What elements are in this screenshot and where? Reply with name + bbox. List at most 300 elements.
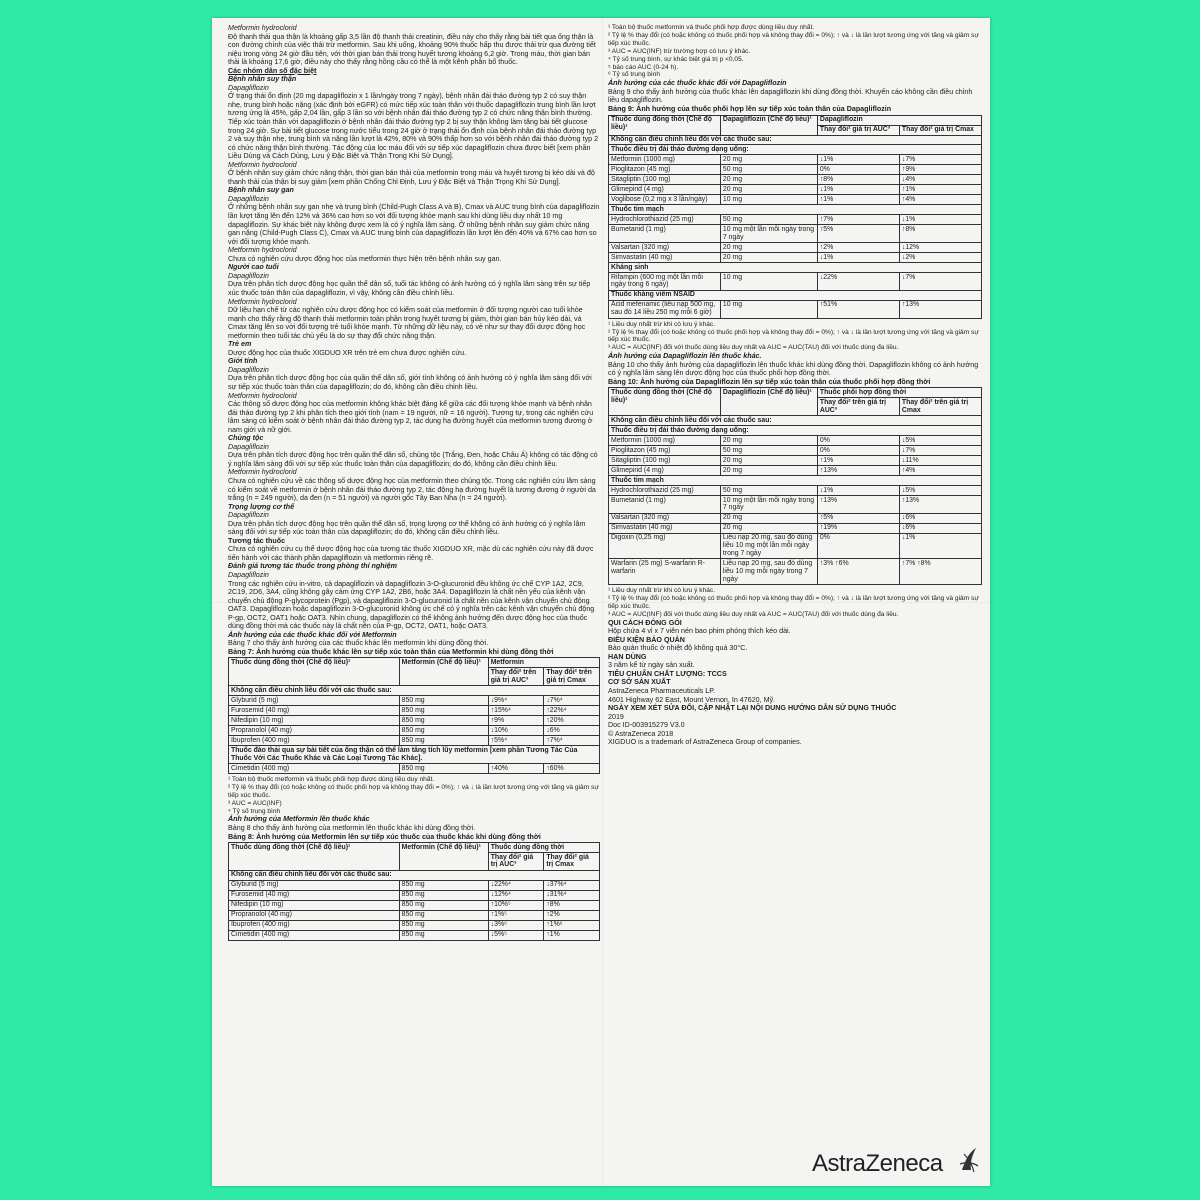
footnote: ² Tỷ lệ % thay đổi (có hoặc không có thuốc phối hợp và không thay đổi = 0%); ↑ và ↓ là lần lượt tương ứng với tăng và giảm sự tiếp xúc thuốc. xyxy=(608,594,979,610)
table-cell: ↓31%⁴ xyxy=(544,890,600,900)
table-cell: ↑13% xyxy=(899,496,981,514)
interaction-table-t9 xyxy=(608,115,982,319)
table-cell: ↑40% xyxy=(488,763,544,773)
table-cell: ↓7%⁴ xyxy=(544,696,600,706)
footnote: ³ AUC = AUC(INF) xyxy=(228,799,282,807)
table-cell: Bumetanid (1 mg) xyxy=(609,225,721,243)
table-cell: ↑5% xyxy=(817,513,899,523)
astrazeneca-logo-icon xyxy=(958,1144,980,1174)
table-row xyxy=(609,533,982,559)
heading: TIÊU CHUẨN CHẤT LƯỢNG: TCCS xyxy=(608,669,727,678)
table-section-row xyxy=(229,686,600,696)
table-cell: ↓4% xyxy=(899,175,981,185)
table-row xyxy=(609,155,982,165)
table-header-cell: Thay đổi² giá trị Cmax xyxy=(544,853,600,871)
paragraph: © AstraZeneca 2018 xyxy=(608,729,674,738)
table-row xyxy=(609,486,982,496)
table-header-cell: Thay đổi² trên giá trị AUC³ xyxy=(817,398,899,416)
heading: NGÀY XEM XÉT SỬA ĐỔI, CẬP NHẬT LẠI NỘI DUNG HƯỚNG DẪN SỬ DỤNG THUỐC xyxy=(608,704,897,713)
footnote: ³ AUC = AUC(INF) đối với thuốc dùng liều duy nhất và AUC = AUC(TAU) đối với thuốc dùng đa liều. xyxy=(608,610,899,618)
astrazeneca-logo xyxy=(812,1144,982,1180)
table-cell: ↓7% xyxy=(899,273,981,291)
table-cell: 850 mg xyxy=(399,930,488,940)
table-cell: ↓22% xyxy=(817,273,899,291)
table-cell: 20 mg xyxy=(720,456,817,466)
table-cell: Metformin (1000 mg) xyxy=(609,155,721,165)
heading: CƠ SỞ SẢN XUẤT xyxy=(608,678,671,687)
paragraph: Dựa trên phân tích dược động học của quần thể dân số, giới tính không có ảnh hưởng có ý nghĩa lâm sàng đối với sự tiếp xúc thuốc toàn thân của dapagliflozin; do đó, không cần điều chỉnh liều. xyxy=(228,374,592,391)
table-section-row xyxy=(229,870,600,880)
section-heading: Ảnh hưởng của các thuốc khác đối với Metformin xyxy=(228,630,397,639)
interaction-table-t10 xyxy=(608,387,982,585)
table-header-cell: Thuốc phối hợp đồng thời xyxy=(817,388,981,398)
table-cell: ↓1% xyxy=(817,253,899,263)
table-cell: ↑7% xyxy=(817,215,899,225)
table-cell: Propranolol (40 mg) xyxy=(229,910,400,920)
footnote: ¹ Toàn bộ thuốc metformin và thuốc phối hợp được dùng liều duy nhất. xyxy=(608,24,815,31)
table-cell: Simvastatin (40 mg) xyxy=(609,523,721,533)
table-header-cell: Thay đổi² trên giá trị Cmax xyxy=(899,398,981,416)
table-cell: ↓12% xyxy=(899,243,981,253)
table-header-cell: Thuốc dùng đồng thời (Chế độ liều)¹ xyxy=(229,658,400,686)
table-cell: Valsartan (320 mg) xyxy=(609,513,721,523)
table-cell: 10 mg một lần mỗi ngày trong 7 ngày xyxy=(720,496,817,514)
table-cell: 850 mg xyxy=(399,726,488,736)
table-row xyxy=(229,706,600,716)
heading: HẠN DÙNG xyxy=(608,652,647,661)
paragraph: Hộp chứa 4 vỉ x 7 viên nén bao phim phóng thích kéo dài. xyxy=(608,627,791,636)
table-section-row xyxy=(609,135,982,145)
table-section-label: Kháng sinh xyxy=(609,263,982,273)
table-section-row xyxy=(609,426,982,436)
table-cell: 850 mg xyxy=(399,706,488,716)
paragraph: AstraZeneca Pharmaceuticals LP. xyxy=(608,687,716,695)
table-cell: ↓1% xyxy=(899,215,981,225)
table-cell: 850 mg xyxy=(399,763,488,773)
table-cell: ↓5%⁵ xyxy=(488,930,544,940)
table-cell: ↓3%⁶ xyxy=(488,920,544,930)
table-header-cell: Thay đổi² giá trị Cmax xyxy=(899,125,981,135)
table-cell: Glyburid (5 mg) xyxy=(229,880,400,890)
table-row xyxy=(609,253,982,263)
table-cell: ↓11% xyxy=(899,456,981,466)
table-cell: Pioglitazon (45 mg) xyxy=(609,165,721,175)
table-cell: ↓1% xyxy=(899,533,981,559)
table-section-label: Không cần điều chỉnh liều đối với các thuốc sau: xyxy=(609,416,982,426)
paragraph: Chưa có nghiên cứu về các thông số dược động học của metformin theo chủng tộc. Trong các nghiên cứu lâm sàng có kiểm soát về metformin ở bệnh nhân đái tháo đường typ 2, tác động hạ đường huyết là tương đương ở người da trắng (n = 249 người), da đen (n = 51 người) và người gốc Tây Ban Nha (n = 24 người). xyxy=(228,476,596,503)
paragraph: Bảng 9 cho thấy ảnh hưởng của thuốc khác lên dapagliflozin khi dùng đồng thời. Khuyến cáo không cần điều chỉnh liều dapagliflozin. xyxy=(608,87,973,105)
paragraph: Bảng 7 cho thấy ảnh hưởng của các thuốc khác lên metformin khi dùng đồng thời. xyxy=(228,639,489,648)
table-cell: ↑22%⁴ xyxy=(544,706,600,716)
table-cell: ↑1% xyxy=(817,195,899,205)
table-section-label: Thuốc tim mạch xyxy=(609,476,982,486)
table-cell: Sitagliptin (100 mg) xyxy=(609,175,721,185)
table-cell: Furosemid (40 mg) xyxy=(229,890,400,900)
table-header-cell: Metformin (Chế độ liều)¹ xyxy=(399,843,488,871)
table-header-cell: Thuốc dùng đồng thời xyxy=(488,843,599,853)
table-cell: ↓5% xyxy=(899,486,981,496)
footnote: ¹ Toàn bộ thuốc metformin và thuốc phối hợp được dùng liều duy nhất. xyxy=(228,775,435,783)
table-cell: ↑7% ↑8% xyxy=(899,559,981,585)
footnote: ⁴ Tỷ số trung bình, sự khác biệt giá trị p <0,05. xyxy=(608,55,744,63)
table-row xyxy=(229,920,600,930)
paragraph: Bảo quản thuốc ở nhiệt độ không quá 30°C. xyxy=(608,644,748,653)
table-cell: ↑8% xyxy=(544,900,600,910)
table-cell: ↓1% xyxy=(817,486,899,496)
table-cell: 850 mg xyxy=(399,910,488,920)
table-cell: ↑10%⁵ xyxy=(488,900,544,910)
table-section-label: Không cần điều chỉnh liều đối với các thuốc sau: xyxy=(229,686,600,696)
table-cell: 20 mg xyxy=(720,185,817,195)
heading: Bảng 9: Ảnh hưởng của thuốc phối hợp lên sự tiếp xúc toàn thân của Dapagliflozin xyxy=(608,104,892,113)
heading: Bảng 10: Ảnh hưởng của Dapagliflozin lên sự tiếp xúc toàn thân của thuốc phối hợp đồng thời xyxy=(608,377,931,386)
footnote: ² Tỷ lệ % thay đổi (có hoặc không có thuốc phối hợp và không thay đổi = 0%); ↑ và ↓ là lần lượt tương ứng với tăng và giảm sự tiếp xúc thuốc. xyxy=(228,783,599,799)
table-row xyxy=(229,726,600,736)
table-cell: 20 mg xyxy=(720,513,817,523)
section-heading: Giới tính xyxy=(228,357,258,366)
subheading: Dapagliflozin xyxy=(228,365,269,374)
heading: Tương tác thuốc xyxy=(228,536,286,545)
table-section-row xyxy=(609,290,982,300)
section-heading: Ảnh hưởng của các thuốc khác đối với Dapagliflozin xyxy=(608,79,787,88)
table-section-row xyxy=(609,476,982,486)
table-cell: 20 mg xyxy=(720,243,817,253)
table-cell: ↓6% xyxy=(899,523,981,533)
table-cell: ↑8% xyxy=(817,175,899,185)
table-row xyxy=(609,446,982,456)
table-cell: Sitagliptin (100 mg) xyxy=(609,456,721,466)
table-cell: ↑13% xyxy=(899,300,981,318)
table-cell: ↓1% xyxy=(817,155,899,165)
table-cell: ↑1% xyxy=(544,930,600,940)
table-cell: Valsartan (320 mg) xyxy=(609,243,721,253)
table-cell: ↑4% xyxy=(899,466,981,476)
table-row xyxy=(229,900,600,910)
table-cell: 10 mg xyxy=(720,300,817,318)
table-cell: 10 mg xyxy=(720,273,817,291)
table-header-row xyxy=(609,115,982,125)
subheading: Dapagliflozin xyxy=(228,442,269,451)
table-cell: 10 mg một lần mỗi ngày trong 7 ngày xyxy=(720,225,817,243)
table-cell: Hydrochlorothiazid (25 mg) xyxy=(609,486,721,496)
paragraph: Dữ liệu hạn chế từ các nghiên cứu dược động học có kiểm soát của metformin ở đối tượng người cao tuổi khỏe mạnh cho thấy rằng độ thanh thải metformin toàn phần trong huyết tương bị giảm, thời gian bán hủy kéo dài, và Cmax tăng lên so với đối tượng trẻ tuổi khỏe mạnh. Từ những dữ liệu này, có vẻ như sự thay đổi dược động học metformin theo tuổi tác chủ yếu là do sự thay đổi chức năng thận. xyxy=(228,306,586,340)
paragraph: Độ thanh thải qua thận là khoảng gấp 3,5 lần độ thanh thải creatinin, điều này cho thấy rằng bài tiết qua ống thận là con đường chính của việc thải trừ metformin. Sau khi uống, khoảng 90% thuốc hấp thu được thải trừ qua đường tiết niệu trong vòng 24 giờ đầu tiên, với thời gian bán thải trong huyết tương khoảng 6,2 giờ. Trong máu, thời gian bán thải là khoảng 17,6 giờ, điều này cho thấy rằng hồng cầu có thể là một kênh phân bố thuốc. xyxy=(228,32,596,67)
table-row xyxy=(609,165,982,175)
table-cell: Voglibose (0,2 mg x 3 lần/ngày) xyxy=(609,195,721,205)
interaction-table-t8 xyxy=(228,842,600,941)
table-cell: ↑15%⁴ xyxy=(488,706,544,716)
table-header-cell: Thuốc dùng đồng thời (Chế độ liều)¹ xyxy=(229,843,400,871)
section-heading: Ảnh hưởng của Metformin lên thuốc khác xyxy=(228,815,370,824)
table-row xyxy=(229,736,600,746)
footnote: ⁵ báo cáo AUC (0-24 h). xyxy=(608,63,679,71)
paragraph: Dựa trên phân tích dược động học trên quần thể dân số, trọng lượng cơ thể không có ảnh hưởng có ý nghĩa lâm sàng đối với sự tiếp xúc toàn thân của dapagliflozin; do đó, không cần điều chỉnh liều. xyxy=(228,519,586,537)
table-cell: 0% xyxy=(817,436,899,446)
table-cell: ↑9% xyxy=(488,716,544,726)
table-cell: 50 mg xyxy=(720,446,817,456)
section-heading: Chủng tộc xyxy=(228,434,264,443)
subheading: Metformin hydroclorid xyxy=(228,246,297,255)
table-row xyxy=(609,496,982,514)
paragraph: Dựa trên phân tích dược động học quần thể dân số, tuổi tác không có ảnh hưởng có ý nghĩa lâm sàng trên sự tiếp xúc thuốc toàn thân của dapagliflozin, vì vậy, không cần điều chỉnh liều. xyxy=(228,280,591,297)
table-cell: ↑3% ↑6% xyxy=(817,559,899,585)
subheading: Dapagliflozin xyxy=(228,83,269,92)
paragraph: Chưa có nghiên cứu cụ thể dược động học của tương tác thuốc XIGDUO XR, mặc dù các nghiên cứu này đã được tiến hành với các thành phần dapagliflozin và metformin riêng rẽ. xyxy=(228,545,594,562)
right-column xyxy=(608,24,982,747)
table-cell: ↑9% xyxy=(899,165,981,175)
table-cell: Warfarin (25 mg) S-warfarin R-warfarin xyxy=(609,559,721,585)
table-cell: ↑8% xyxy=(899,225,981,243)
table-cell: ↓7% xyxy=(899,446,981,456)
table-cell: ↓22%⁴ xyxy=(488,880,544,890)
table-section-label: Thuốc điều trị đái tháo đường dạng uống: xyxy=(609,426,982,436)
section-heading: Bệnh nhân suy thận xyxy=(228,75,297,84)
table-cell: Cimetidin (400 mg) xyxy=(229,930,400,940)
paragraph: Doc ID-003915279 V3.0 xyxy=(608,721,685,730)
table-section-label: Không cần điều chỉnh liều đối với các thuốc sau: xyxy=(229,870,600,880)
table-header-cell: Thay đổi² trên giá trị AUC³ xyxy=(488,668,544,686)
table-cell: ↓37%⁴ xyxy=(544,880,600,890)
footnote: ³ AUC = AUC(INF) đối với thuốc dùng liều duy nhất và AUC = AUC(TAU) đối với thuốc dùng đa liều. xyxy=(608,344,899,352)
heading: ĐIỀU KIỆN BẢO QUẢN xyxy=(608,635,685,644)
table-section-label: Thuốc kháng viêm NSAID xyxy=(609,290,982,300)
table-cell: ↓2% xyxy=(899,253,981,263)
table-cell: Pioglitazon (45 mg) xyxy=(609,446,721,456)
table-cell: 10 mg xyxy=(720,195,817,205)
section-title: Các nhóm dân số đặc biệt xyxy=(228,66,317,75)
table-cell: 850 mg xyxy=(399,716,488,726)
table-cell: ↓5% xyxy=(899,436,981,446)
table-cell: ↓6% xyxy=(544,726,600,736)
table-header-cell: Metformin xyxy=(488,658,599,668)
table-cell: Propranolol (40 mg) xyxy=(229,726,400,736)
table-cell: 850 mg xyxy=(399,900,488,910)
section-heading: Đánh giá tương tác thuốc trong phòng thí nghiệm xyxy=(228,562,397,571)
table-cell: ↓12%⁴ xyxy=(488,890,544,900)
section-heading: Trọng lượng cơ thể xyxy=(228,502,295,511)
table-cell: 20 mg xyxy=(720,466,817,476)
table-section-label: Thuốc điều trị đái tháo đường dạng uống: xyxy=(609,145,982,155)
table-cell: Digoxin (0,25 mg) xyxy=(609,533,721,559)
paragraph: Chưa có nghiên cứu dược động học của metformin thực hiện trên bệnh nhân suy gan. xyxy=(228,254,502,263)
table-cell: Liều nạp 20 mg, sau đó dùng liều 10 mg mỗi ngày trong 7 ngày xyxy=(720,559,817,585)
interaction-table-t7 xyxy=(228,657,600,773)
table-section-label: Thuốc tim mạch xyxy=(609,205,982,215)
table-cell: ↓1% xyxy=(817,185,899,195)
subheading: Metformin hydroclorid xyxy=(228,391,297,400)
table-header-cell: Thay đổi² giá trị AUC³ xyxy=(488,853,544,871)
table-header-cell: Thuốc dùng đồng thời (Chế độ liều)¹ xyxy=(609,388,721,416)
table-cell: Cimetidin (400 mg) xyxy=(229,763,400,773)
table-cell: ↑1% xyxy=(817,456,899,466)
table-cell: ↓10% xyxy=(488,726,544,736)
table-header-cell: Thuốc dùng đồng thời (Chế độ liều)¹ xyxy=(609,115,721,135)
section-heading: Bệnh nhân suy gan xyxy=(228,186,294,195)
table-cell: ↑1%⁵ xyxy=(488,910,544,920)
table-cell: ↑13% xyxy=(817,496,899,514)
table-cell: 0% xyxy=(817,533,899,559)
footnote: ¹ Liều duy nhất trừ khi có lưu ý khác. xyxy=(608,587,716,594)
subheading: Dapagliflozin xyxy=(228,271,269,280)
table-cell: 50 mg xyxy=(720,486,817,496)
table-cell: ↑5%⁴ xyxy=(488,736,544,746)
table-cell: 850 mg xyxy=(399,880,488,890)
table-cell: Nifedipin (10 mg) xyxy=(229,716,400,726)
table-header-cell: Thay đổi² trên giá trị Cmax xyxy=(544,668,600,686)
footnote: ⁴ Tỷ số trung bình xyxy=(228,807,281,815)
table-row xyxy=(609,195,982,205)
document-page xyxy=(212,18,990,1186)
table-cell: Ibuprofen (400 mg) xyxy=(229,736,400,746)
table-cell: 50 mg xyxy=(720,215,817,225)
table-row xyxy=(609,523,982,533)
paragraph: Ở những bệnh nhân suy gan nhẹ và trung bình (Child-Pugh Class A và B), Cmax và AUC trung bình của dapagliflozin lần lượt tăng lên đến 12% và 36% cao hơn so với đối tượng khỏe mạnh sau khi dùng liều duy nhất 10 mg dapagliflozin. Sự khác biệt này không được xem là có ý nghĩa lâm sàng. Ở những bệnh nhân suy giảm chức năng gan nặng (Child-Pugh Class C), Cmax và AUC trung bình của dapagliflozin lần lượt lên đến 40% và 67% cao hơn so với đối tượng khỏe mạnh. xyxy=(228,203,600,246)
table-row xyxy=(229,910,600,920)
table-row xyxy=(609,273,982,291)
subheading: Metformin hydroclorid xyxy=(228,468,297,477)
table-cell: Simvastatin (40 mg) xyxy=(609,253,721,263)
table-cell: ↑51% xyxy=(817,300,899,318)
table-cell: ↓7% xyxy=(899,155,981,165)
section-heading: Người cao tuổi xyxy=(228,263,279,272)
footnote: ² Tỷ lệ % thay đổi (có hoặc không có thuốc phối hợp và không thay đổi = 0%); ↑ và ↓ là lần lượt tương ứng với tăng và giảm sự tiếp xúc thuốc. xyxy=(608,328,979,344)
table-cell: Furosemid (40 mg) xyxy=(229,706,400,716)
table-cell: 850 mg xyxy=(399,696,488,706)
table-cell: 0% xyxy=(817,165,899,175)
subheading: Dapagliflozin xyxy=(228,194,269,203)
table-row xyxy=(609,175,982,185)
table-header-cell: Dapagliflozin (Chế độ liều)¹ xyxy=(720,388,817,416)
table-cell: ↑2% xyxy=(544,910,600,920)
section-heading: Trẻ em xyxy=(228,340,252,349)
table-cell: ↑20% xyxy=(544,716,600,726)
heading: Bảng 8: Ảnh hưởng của Metformin lên sự tiếp xúc thuốc của thuốc khác khi dùng đồng thời xyxy=(228,832,541,841)
paragraph: Ở bệnh nhân suy giảm chức năng thận, thời gian bán thải của metformin trong máu và huyết tương bị kéo dài và độ thanh thải của thận bị suy giảm [xem phần Chống Chỉ Định, Lưu ý Đặc Biệt và Thận Trọng Khi Sử Dụng]. xyxy=(228,169,595,186)
table-header-row xyxy=(229,843,600,853)
table-cell: Liều nạp 20 mg, sau đó dùng liều 10 mg một lần mỗi ngày trong 7 ngày xyxy=(720,533,817,559)
table-cell: ↓6% xyxy=(899,513,981,523)
subheading: Metformin hydroclorid xyxy=(228,24,297,32)
table-cell: Glyburid (5 mg) xyxy=(229,696,400,706)
table-section-row xyxy=(609,205,982,215)
table-cell: ↑1% xyxy=(899,185,981,195)
paragraph: 3 năm kể từ ngày sản xuất. xyxy=(608,661,695,670)
table-row xyxy=(229,696,600,706)
section-heading: Ảnh hưởng của Dapagliflozin lên thuốc khác. xyxy=(608,352,762,361)
table-row xyxy=(229,890,600,900)
table-header-row xyxy=(609,388,982,398)
table-cell: 20 mg xyxy=(720,253,817,263)
table-row xyxy=(609,225,982,243)
table-cell: 850 mg xyxy=(399,736,488,746)
table-row xyxy=(229,716,600,726)
table-row xyxy=(609,466,982,476)
table-cell: 850 mg xyxy=(399,920,488,930)
table-header-cell: Metformin (Chế độ liều)¹ xyxy=(399,658,488,686)
paragraph: Dựa trên phân tích dược động học trên quần thể dân số, chủng tộc (Trắng, Đen, hoặc Châu Á) không có tác động có ý nghĩa lâm sàng đối với sự tiếp xúc thuốc toàn thân của dapagliflozin; do đó, không cần điều chỉnh liều. xyxy=(228,451,598,468)
table-cell: ↑13% xyxy=(817,466,899,476)
paragraph: 2019 xyxy=(608,712,624,721)
left-column xyxy=(228,24,600,943)
table-row xyxy=(609,456,982,466)
table-header-cell: Dapagliflozin (Chế độ liều)¹ xyxy=(720,115,817,135)
table-row xyxy=(609,215,982,225)
table-cell: 850 mg xyxy=(399,890,488,900)
paragraph: Ở trạng thái ổn định (20 mg dapagliflozin x 1 lần/ngày trong 7 ngày), bệnh nhân đái tháo đường typ 2 có suy thận nhẹ, trung bình hoặc nặng (xác định bởi eGFR) có mức tiếp xúc toàn thân với thuốc dapagliflozin trung bình lần lượt tương ứng là 45%, gấp 2,04 lần, gấp 3 lần so với bệnh nhân đái tháo đường typ 2 có chức năng thận bình thường. Tiếp xúc toàn thân với dapagliflozin ở bệnh nhân đái tháo đường typ 2 bị suy thận không làm tăng bài tiết glucose trong 24 giờ. Sự bài tiết glucose trong nước tiểu trong 24 giờ ở trạng thái ổn định của bệnh nhân đái tháo đường typ 2 và suy thận nhẹ, trung bình và nặng lần lượt là 42%, 80% và 90% thấp hơn so với bệnh nhân đái tháo đường typ 2 có chức năng thận bình thường. Tác động của lọc máu đối với sự tiếp xúc dapagliflozin chưa được biết [xem phần Liều Dùng và Cách Dùng, Lưu ý Đặc Biệt và Thận Trọng Khi Sử Dụng]. xyxy=(228,92,599,161)
table-section-label: Thuốc đào thải qua sự bài tiết của ống thận có thể làm tăng tích lũy metformin [xem phần Tương Tác Của Thuốc Với Các Thuốc Khác và Các Loại Tương Tác Khác]. xyxy=(229,746,600,764)
table-cell: Acid mefenamic (liều nạp 500 mg, sau đó 14 liều 250 mg mỗi 6 giờ) xyxy=(609,300,721,318)
table-header-row xyxy=(229,658,600,668)
table-section-row xyxy=(609,145,982,155)
table-cell: Hydrochlorothiazid (25 mg) xyxy=(609,215,721,225)
table-cell: ↑7%⁴ xyxy=(544,736,600,746)
table-cell: 20 mg xyxy=(720,175,817,185)
subheading: Dapagliflozin xyxy=(228,511,269,520)
table-cell: 20 mg xyxy=(720,523,817,533)
table-cell: ↑19% xyxy=(817,523,899,533)
table-row xyxy=(229,930,600,940)
table-cell: Ibuprofen (400 mg) xyxy=(229,920,400,930)
paragraph: Trong các nghiên cứu in-vitro, cả dapagliflozin và dapagliflozin 3-O-glucuronid đều không ức chế CYP 1A2, 2C9, 2C19, 2D6, 3A4, cũng không gây cảm ứng CYP 1A2, 2B6, hoặc 3A4. Dapagliflozin là chất nền yếu của kênh vận chuyển chủ động P-glycoprotein (Pgp), và dapagliflozin 3-O-glucuronid là chất nền của kênh vận chuyển chủ động OAT3. Dapagliflozin hoặc dapagliflozin 3-O-glucuronid không ức chế có ý nghĩa trên các kênh vận chuyển chủ động P-gp, OCT2, OAT1 hoặc OAT3. Nhìn chung, dapagliflozin có thể không ảnh hưởng đến dược động học của thuốc dùng đồng thời mà các thuốc này là chất nền của P-gp, OCT2, OAT1, hoặc OAT3. xyxy=(228,579,595,631)
table-row xyxy=(609,513,982,523)
footnote: ⁶ Tỷ số trung bình xyxy=(608,71,661,79)
paragraph: 4601 Highway 62 East, Mount Vernon, In 47620, Mỹ. xyxy=(608,695,776,704)
logo-text: AstraZeneca xyxy=(812,1150,943,1177)
table-cell: Nifedipin (10 mg) xyxy=(229,900,400,910)
table-cell: ↑5% xyxy=(817,225,899,243)
paragraph: Bảng 10 cho thấy ảnh hưởng của dapagliflozin lên thuốc khác khi dùng đồng thời. Dapagliflozin không có ảnh hưởng có ý nghĩa lâm sàng lên dược động học của thuốc phối hợp đồng thời. xyxy=(608,360,979,378)
table-cell: Rifampin (600 mg một lần mỗi ngày trong 6 ngày) xyxy=(609,273,721,291)
table-cell: 50 mg xyxy=(720,165,817,175)
table-row xyxy=(229,880,600,890)
table-row xyxy=(609,300,982,318)
table-cell: ↑2% xyxy=(817,243,899,253)
footnote: ¹ Liều duy nhất trừ khi có lưu ý khác. xyxy=(608,320,716,328)
table-cell: 20 mg xyxy=(720,436,817,446)
heading: Bảng 7: Ảnh hưởng của thuốc khác lên sự tiếp xúc toàn thân của Metformin khi dùng đồng thời xyxy=(228,647,554,656)
table-row xyxy=(609,243,982,253)
heading: QUI CÁCH ĐÓNG GÓI xyxy=(608,618,682,627)
table-row xyxy=(609,559,982,585)
footnote: ² Tỷ lệ % thay đổi (có hoặc không có thuốc phối hợp và không thay đổi = 0%); ↑ và ↓ là lần lượt tương ứng với tăng và giảm sự tiếp xúc thuốc. xyxy=(608,31,979,47)
table-cell: ↓9%⁴ xyxy=(488,696,544,706)
table-row xyxy=(609,436,982,446)
table-cell: ↑1%⁶ xyxy=(544,920,600,930)
table-section-label: Không cần điều chỉnh liều đối với các thuốc sau: xyxy=(609,135,982,145)
subheading: Dapagliflozin xyxy=(228,571,269,579)
table-section-row xyxy=(609,263,982,273)
table-row xyxy=(229,763,600,773)
subheading: Metformin hydroclorid xyxy=(228,297,297,306)
table-cell: 20 mg xyxy=(720,155,817,165)
table-cell: Glimepirid (4 mg) xyxy=(609,466,721,476)
table-header-cell: Dapagliflozin xyxy=(817,115,981,125)
paragraph: Các thông số dược động học của metformin không khác biệt đáng kể giữa các đối tượng khỏe mạnh và bệnh nhân đái tháo đường typ 2 khi phân tích theo giới tính (nam = 19 người, nữ = 16 người). Tương tự, trong các nghiên cứu lâm sàng có kiểm soát ở bệnh nhân đái tháo đường typ 2, tác dụng hạ đường huyết của metformin tương đương ở nam giới và nữ giới. xyxy=(228,400,594,434)
subheading: Metformin hydroclorid xyxy=(228,160,297,169)
paragraph: XIGDUO is a trademark of AstraZeneca Group of companies. xyxy=(608,738,802,747)
table-cell: ↑60% xyxy=(544,763,600,773)
table-cell: Metformin (1000 mg) xyxy=(609,436,721,446)
table-cell: 0% xyxy=(817,446,899,456)
table-cell: ↑4% xyxy=(899,195,981,205)
table-row xyxy=(609,185,982,195)
table-header-cell: Thay đổi² giá trị AUC³ xyxy=(817,125,899,135)
table-section-row xyxy=(229,746,600,764)
table-cell: Bumetanid (1 mg) xyxy=(609,496,721,514)
paragraph: Bảng 8 cho thấy ảnh hưởng của metformin lên thuốc khác khi dùng đồng thời. xyxy=(228,823,476,832)
footnote: ³ AUC = AUC(INF) trừ trường hợp có lưu ý khác. xyxy=(608,47,751,55)
paragraph: Dược động học của thuốc XIGDUO XR trên trẻ em chưa được nghiên cứu. xyxy=(228,348,467,357)
